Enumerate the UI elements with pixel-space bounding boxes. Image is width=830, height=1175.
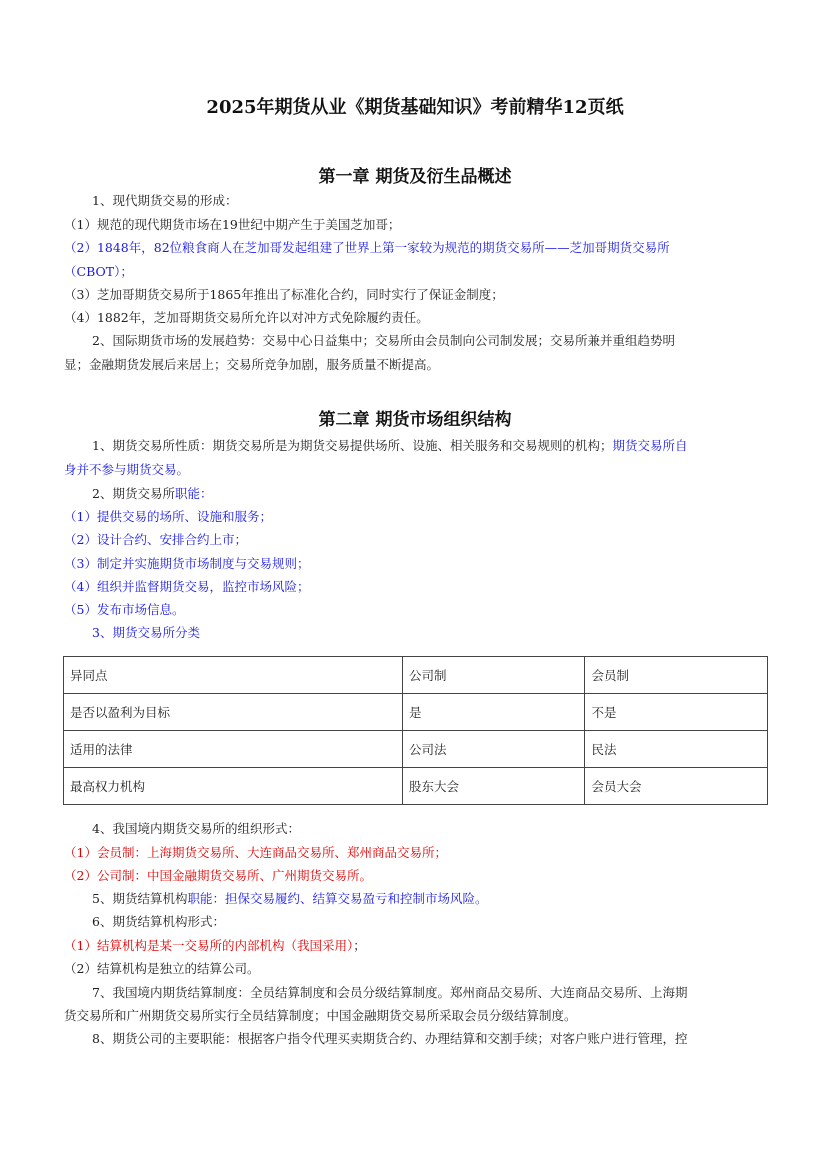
ch1-para-2b: 显；金融期货发展后来居上；交易所竞争加剧，服务质量不断提高。 bbox=[64, 357, 440, 372]
ch2-settle-form-1-highlight: （1）结算机构是某一交易所的内部机构（我国采用） bbox=[64, 938, 354, 953]
ch1-item-4: （4）1882年，芝加哥期货交易所允许以对冲方式免除履约责任。 bbox=[64, 310, 429, 325]
table-cell: 适用的法律 bbox=[64, 731, 403, 768]
ch2-para-1a-highlight: 期货交易所自 bbox=[612, 438, 688, 453]
ch2-para-7a: 7、我国境内期货结算制度：全员结算制度和会员分级结算制度。郑州商品交易所、大连商品交易所、上海期 bbox=[92, 985, 688, 1000]
ch1-item-2a: （2）1848年，82位粮食商人在芝加哥发起组建了世界上第一家较为规范的期货交易所——芝加哥期货交易所 bbox=[64, 240, 670, 255]
ch2-para-6: 6、期货结算机构形式： bbox=[92, 914, 225, 929]
ch2-para-2-highlight: 职能： bbox=[174, 486, 213, 501]
table-cell: 是否以盈利为目标 bbox=[64, 694, 403, 731]
table-cell: 是 bbox=[403, 694, 585, 731]
ch2-settle-form-2: （2）结算机构是独立的结算公司。 bbox=[64, 961, 260, 976]
ch2-para-7b: 货交易所和广州期货交易所实行全员结算制度；中国金融期货交易所采取会员分级结算制度。 bbox=[64, 1008, 577, 1023]
ch2-para-3: 3、期货交易所分类 bbox=[92, 625, 200, 640]
table-cell: 不是 bbox=[585, 694, 768, 731]
table-cell: 公司法 bbox=[403, 731, 585, 768]
ch2-para-1a bbox=[92, 438, 764, 454]
ch2-function-4: （4）组织并监督期货交易，监控市场风险； bbox=[64, 579, 310, 594]
table-header-cell: 会员制 bbox=[585, 657, 768, 694]
ch1-item-3: （3）芝加哥期货交易所于1865年推出了标准化合约，同时实行了保证金制度； bbox=[64, 287, 504, 302]
table-cell: 股东大会 bbox=[403, 768, 585, 805]
ch2-function-1: （1）提供交易的场所、设施和服务； bbox=[64, 509, 272, 524]
ch2-function-3: （3）制定并实施期货市场制度与交易规则； bbox=[64, 556, 310, 571]
table-cell: 会员大会 bbox=[585, 768, 768, 805]
table-row bbox=[64, 694, 768, 731]
table-header-cell: 公司制 bbox=[403, 657, 585, 694]
chapter-2-heading: 第二章 期货市场组织结构 bbox=[318, 410, 512, 430]
ch2-para-1b: 身并不参与期货交易。 bbox=[64, 462, 190, 477]
table-header-cell: 异同点 bbox=[64, 657, 403, 694]
ch2-para-1a-text: 1、期货交易所性质：期货交易所是为期货交易提供场所、设施、相关服务和交易规则的机构； bbox=[92, 438, 613, 453]
ch2-para-5-highlight: 职能：担保交易履约、结算交易盈亏和控制市场风险。 bbox=[187, 891, 488, 906]
ch2-para-4: 4、我国境内期货交易所的组织形式： bbox=[92, 821, 300, 836]
ch2-settle-form-1-end: ； bbox=[353, 938, 366, 953]
table-cell: 民法 bbox=[585, 731, 768, 768]
ch1-para-2a: 2、国际期货市场的发展趋势：交易中心日益集中；交易所由会员制向公司制发展；交易所兼并重组趋势明 bbox=[92, 333, 675, 348]
ch1-item-2b: （CBOT）； bbox=[64, 264, 133, 279]
ch1-para-1: 1、现代期货交易的形成： bbox=[92, 193, 238, 208]
table-cell: 最高权力机构 bbox=[64, 768, 403, 805]
document-title: 2025年期货从业《期货基础知识》考前精华12页纸 bbox=[206, 97, 624, 118]
ch2-form-2: （2）公司制：中国金融期货交易所、广州期货交易所。 bbox=[64, 868, 372, 883]
ch2-para-2-text: 2、期货交易所 bbox=[92, 486, 175, 501]
ch2-para-2 bbox=[92, 486, 764, 502]
ch2-para-5 bbox=[92, 891, 764, 907]
ch2-function-5: （5）发布市场信息。 bbox=[64, 602, 185, 617]
ch2-para-5-text: 5、期货结算机构 bbox=[92, 891, 188, 906]
chapter-1-heading: 第一章 期货及衍生品概述 bbox=[318, 167, 512, 187]
table-row bbox=[64, 731, 768, 768]
ch2-para-8: 8、期货公司的主要职能：根据客户指令代理买卖期货合约、办理结算和交割手续；对客户账户进行管理，控 bbox=[92, 1031, 688, 1046]
ch2-settle-form-1 bbox=[64, 938, 764, 954]
ch1-item-1: （1）规范的现代期货市场在19世纪中期产生于美国芝加哥； bbox=[64, 217, 401, 232]
exchange-classification-table bbox=[63, 656, 768, 805]
ch2-function-2: （2）设计合约、安排合约上市； bbox=[64, 532, 247, 547]
table-header-row bbox=[64, 657, 768, 694]
ch2-form-1: （1）会员制：上海期货交易所、大连商品交易所、郑州商品交易所； bbox=[64, 845, 447, 860]
table-row bbox=[64, 768, 768, 805]
